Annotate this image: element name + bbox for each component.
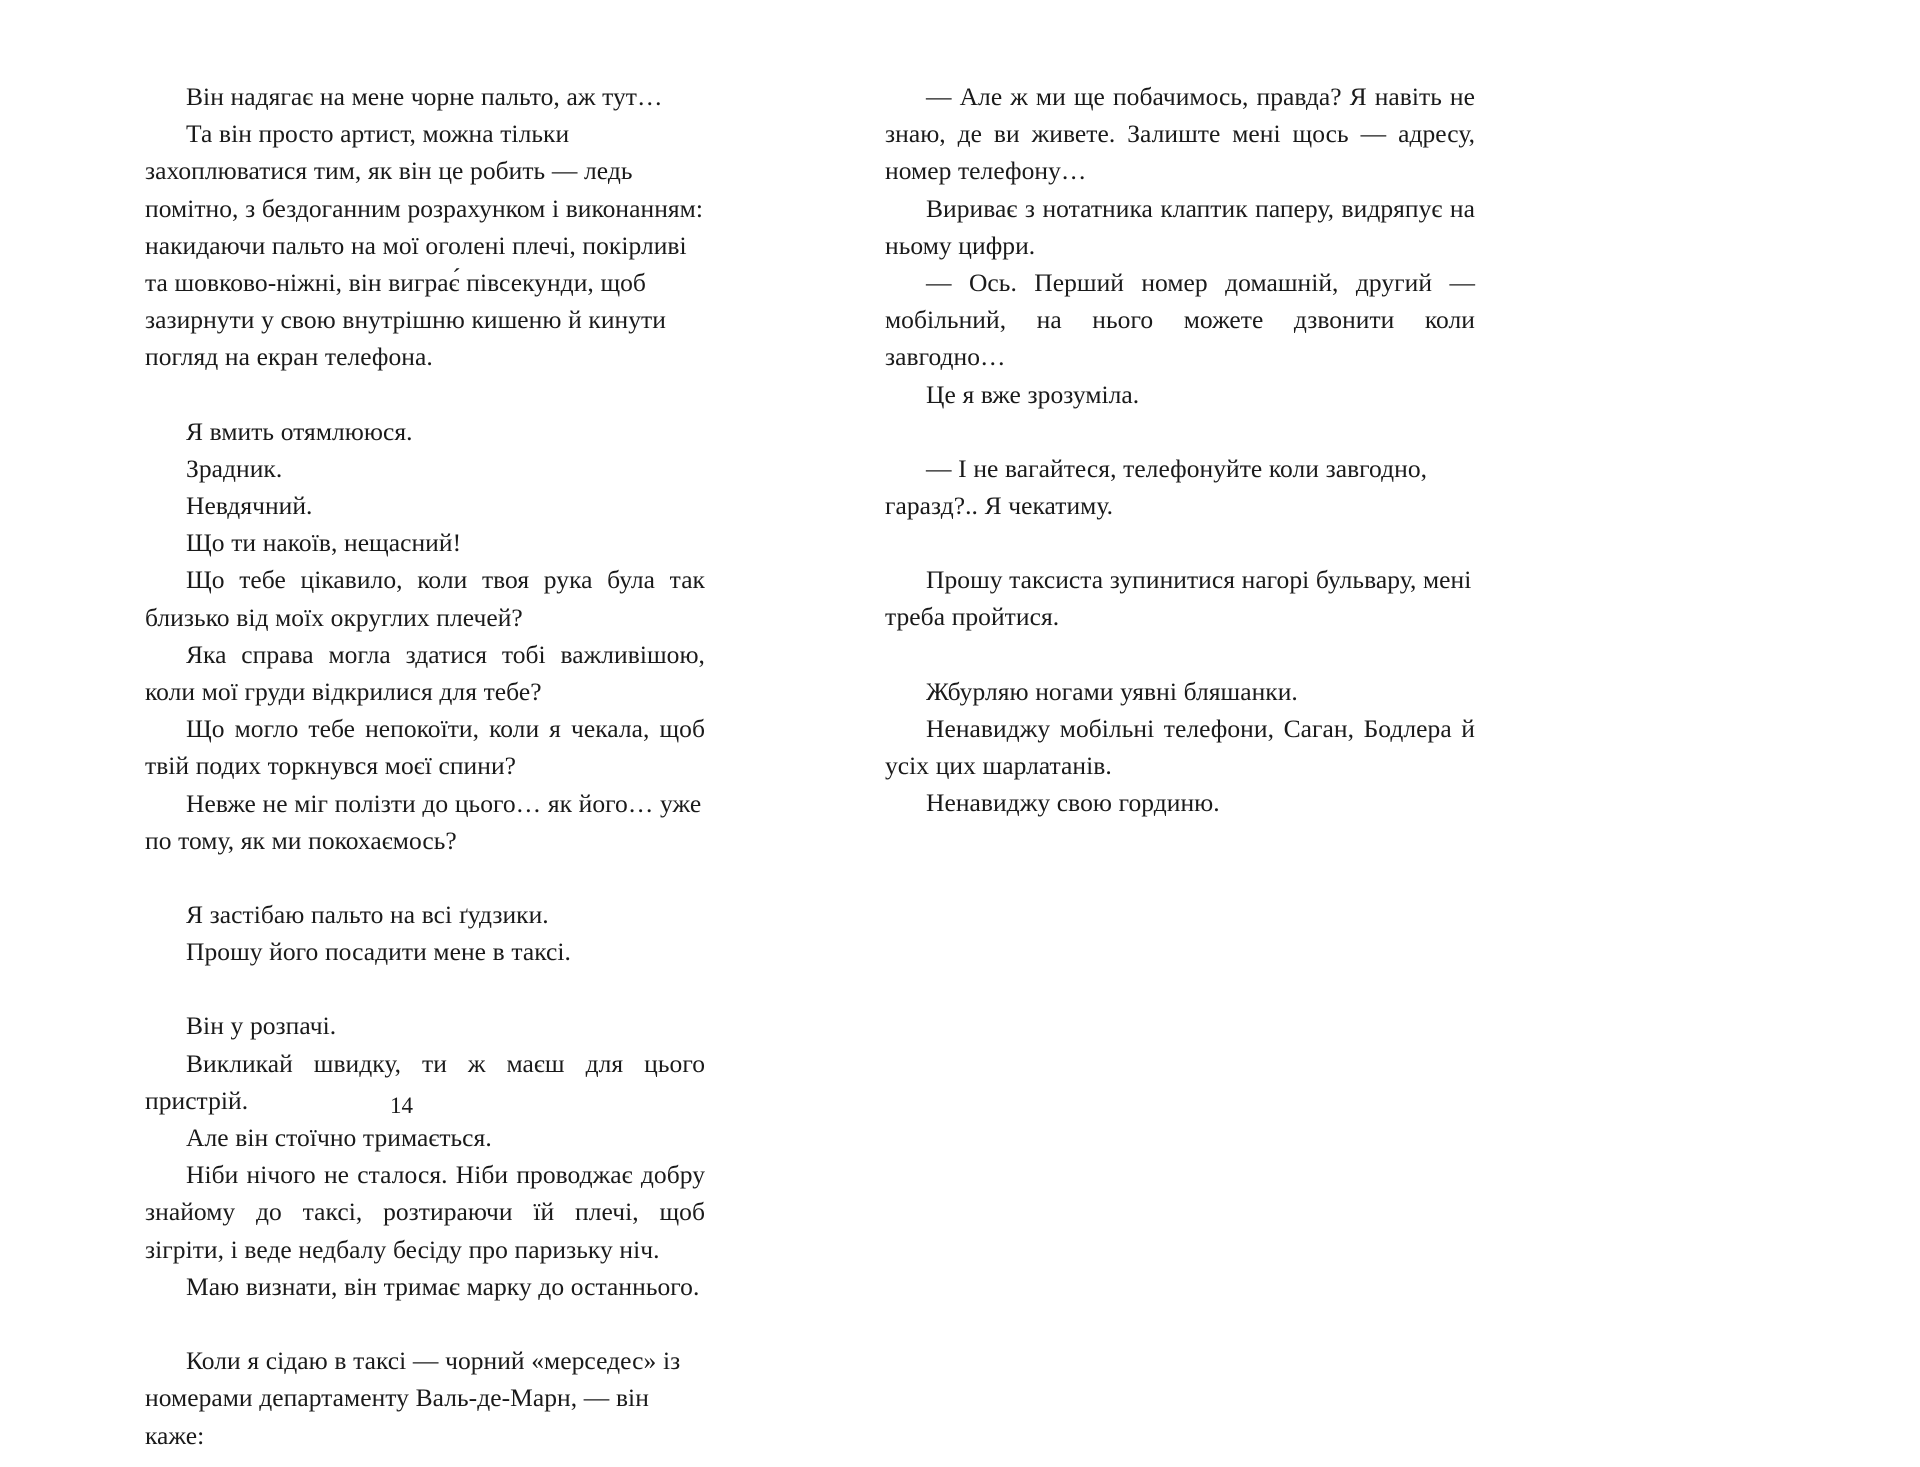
body-paragraph: Ніби нічого не сталося. Ніби проводжає добру знайому до таксі, розтираючи їй плечі, щоб зігріти, і веде недбалу бесіду про паризьку ніч. — [145, 1160, 705, 1264]
body-paragraph: Ненавиджу свою гординю. — [926, 788, 1220, 818]
body-paragraph: Вириває з нотатника клаптик паперу, видряпує на ньому цифри. — [885, 193, 1475, 260]
body-paragraph: Я вмить отямлююся. — [186, 416, 413, 446]
paragraph-block-gap — [885, 524, 1475, 561]
body-paragraph: — Але ж ми ще побачимось, правда? Я навіть не знаю, де ви живете. Залиште мені щось — адресу, номер телефону… — [885, 82, 1475, 186]
paragraph-block-gap — [145, 970, 705, 1007]
body-paragraph: Що ти накоїв, нещасний! — [186, 528, 462, 558]
paragraph-block-gap — [885, 636, 1475, 673]
body-paragraph: Яка справа могла здатися тобі важливішою, коли мої груди відкрилися для тебе? — [145, 639, 705, 707]
body-paragraph: Невдячний. — [186, 491, 313, 521]
paragraph-block-gap — [145, 1305, 705, 1342]
body-paragraph: Він надягає на мене чорне пальто, аж тут… — [186, 82, 663, 111]
body-paragraph: Прошу таксиста зупинитися нагорі бульвару, мені треба пройтися. — [885, 565, 1472, 632]
body-paragraph: Прошу його посадити мене в таксі. — [186, 937, 571, 967]
body-paragraph: Я застібаю пальто на всі ґудзики. — [186, 900, 549, 930]
body-paragraph: Що могло тебе непокоїти, коли я чекала, щоб твій подих торкнувся моєї спини? — [145, 714, 705, 781]
body-paragraph: — І не вагайтеся, телефонуйте коли завгодно, гаразд?.. Я чекатиму. — [885, 453, 1428, 521]
body-paragraph: Жбурляю ногами уявні бляшанки. — [926, 676, 1298, 706]
page-number: 14 — [390, 1093, 413, 1118]
right-page-column — [885, 78, 1475, 821]
body-paragraph: Що тебе цікавило, коли твоя рука була так близько від моїх округлих плечей? — [145, 565, 705, 632]
body-paragraph: Маю визнати, він тримає марку до останнього. — [186, 1271, 700, 1301]
body-paragraph: Він у розпачі. — [186, 1011, 337, 1041]
paragraph-block-gap — [145, 859, 705, 896]
paragraph-block-gap — [885, 413, 1475, 450]
left-page-column — [145, 78, 705, 1454]
body-paragraph: Але він стоїчно тримається. — [186, 1123, 492, 1153]
body-paragraph: — Ось. Перший номер домашній, другий — мобільний, на нього можете дзвонити коли завгодно… — [885, 268, 1475, 372]
body-paragraph: Та він просто артист, можна тільки захоплюватися тим, як він це робить — ледь помітно, з бездоганним розрахунком і виконанням: накидаючи пальто на мої оголені плечі, покірливі та шовково-ніжні, він виграє́ півсекунди, щоб зазирнути у свою внутрішню кишеню й кинути погляд на екран телефона. — [145, 119, 703, 372]
body-paragraph: Викликай швидку, ти ж маєш для цього пристрій. — [145, 1048, 705, 1115]
body-paragraph: Коли я сідаю в таксі — чорний «мерседес» із номерами департаменту Валь-де-Марн, — він каже: — [145, 1346, 681, 1450]
body-paragraph: Невже не міг полізти до цього… як його… уже по тому, як ми покохаємось? — [145, 788, 702, 855]
body-paragraph: Це я вже зрозуміла. — [926, 379, 1140, 409]
body-paragraph: Зрадник. — [186, 453, 283, 483]
paragraph-block-gap — [145, 376, 705, 413]
body-paragraph: Ненавиджу мобільні телефони, Саган, Бодлера й усіх цих шарлатанів. — [885, 713, 1475, 781]
